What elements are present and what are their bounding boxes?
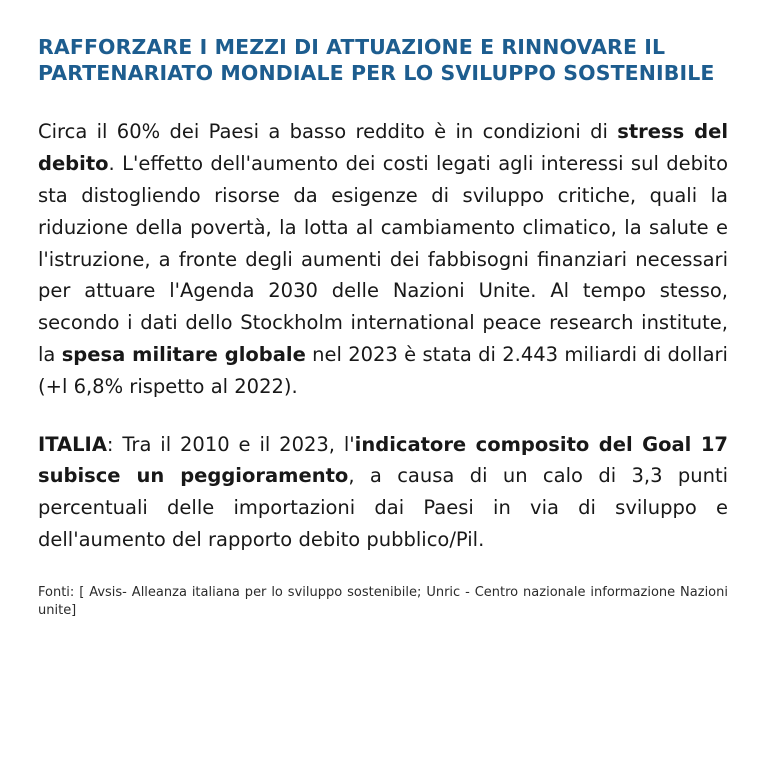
- emphasis-text: indicatore composito del Goal 17 subisce un peggioramento: [38, 432, 728, 488]
- emphasis-text: stress del debito: [38, 120, 729, 176]
- emphasis-text: ITALIA: [38, 432, 107, 456]
- paragraph-global: Circa il 60% dei Paesi a basso reddito è in condizioni di stress del debito. L'effetto dell'aumento dei costi legati agli interessi sul debito sta distogliendo risorse da esigenze di sviluppo critiche, quali la riduzione della povertà, la lotta al cambiamento climatico, la salute e l'istruzione, a fronte degli aumenti dei fabbisogni finanziari necessari per attuare l'Agenda 2030 delle Nazioni Unite. Al tempo stesso, secondo i dati dello Stockholm international peace research institute, la spesa militare globale nel 2023 è stata di 2.443 miliardi di dollari (+l 6,8% rispetto al 2022).: [38, 120, 729, 398]
- sources-note: Fonti: [ Avsis- Alleanza italiana per lo sviluppo sostenibile; Unric - Centro nazionale informazione Nazioni unite]: [38, 584, 728, 618]
- paragraph-italia: ITALIA: Tra il 2010 e il 2023, l'indicatore composito del Goal 17 subisce un peggioramento, a causa di un calo di 3,3 punti percentuali delle importazioni dai Paesi in via di sviluppo e dell'aumento del rapporto debito pubblico/Pil.: [38, 432, 729, 551]
- page-title: RAFFORZARE I MEZZI DI ATTUAZIONE E RINNOVARE IL PARTENARIATO MONDIALE PER LO SVILUPPO SOSTENIBILE: [38, 35, 715, 86]
- emphasis-text: spesa militare globale: [61, 342, 306, 366]
